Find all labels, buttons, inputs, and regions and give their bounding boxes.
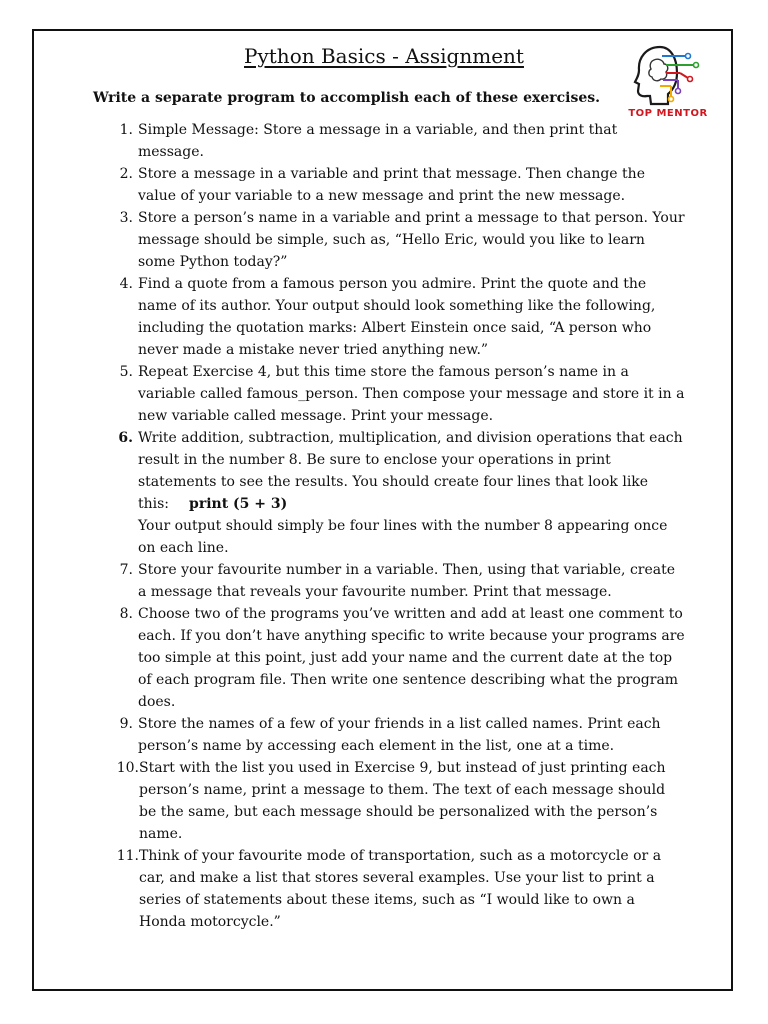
list-item-number: 4. (119, 276, 133, 292)
list-item-number: 7. (119, 562, 133, 578)
instruction-text: Write a separate program to accomplish each of these exercises. (93, 90, 600, 106)
list-item-text: Repeat Exercise 4, but this time store the famous person’s name in a variable called famous_person. Then compose your message and store it in a new variable called message. Print your message. (138, 364, 685, 424)
list-item-text: Store a message in a variable and print that message. Then change the value of your variable to a new message and print the new message. (138, 166, 645, 204)
code-example-lead: this: (138, 496, 170, 512)
list-item-text: Store a person’s name in a variable and print a message to that person. Your message should be simple, such as, “Hello Eric, would you like to learn some Python today?” (138, 210, 685, 270)
list-item (92, 427, 686, 559)
list-item (92, 361, 686, 427)
list-item-number: 5. (119, 364, 133, 380)
code-example-line (138, 493, 686, 515)
list-item-number: 3. (119, 210, 133, 226)
list-item (92, 207, 686, 273)
list-item-text: Store your favourite number in a variable. Then, using that variable, create a message that reveals your favourite number. Print that message. (138, 562, 676, 600)
list-item-text: Store the names of a few of your friends in a list called names. Print each person’s name by accessing each element in the list, one at a time. (138, 716, 661, 754)
list-item (92, 559, 686, 603)
list-item-number: 9. (119, 716, 133, 732)
list-item-number: 2. (119, 166, 133, 182)
code-example: print (5 + 3) (189, 496, 288, 512)
list-item (92, 757, 686, 845)
list-item-text-continued: Your output should simply be four lines with the number 8 appearing once on each line. (138, 518, 668, 556)
list-item-number: 1. (119, 122, 133, 138)
head-circuit-icon (616, 42, 720, 108)
list-item-number: 8. (119, 606, 133, 622)
list-item (92, 713, 686, 757)
exercise-list (92, 119, 686, 933)
list-item-body (138, 427, 686, 559)
top-mentor-logo (616, 42, 720, 126)
list-item-text: Simple Message: Store a message in a variable, and then print that message. (138, 122, 618, 160)
logo-text: TOP MENTOR (628, 108, 708, 119)
list-item (92, 845, 686, 933)
page-title: Python Basics - Assignment (244, 44, 524, 68)
list-item-text: Write addition, subtraction, multiplication, and division operations that each result in the number 8. Be sure to enclose your operations in print statements to see the results. You should create four lines that look like (138, 430, 683, 490)
list-item-text: Start with the list you used in Exercise 9, but instead of just printing each person’s name, print a message to them. The text of each message should be the same, but each message should be personalized with the person’s name. (139, 760, 666, 842)
list-item (92, 119, 686, 163)
list-item-number: 11. (116, 848, 139, 864)
list-item (92, 163, 686, 207)
list-item (92, 273, 686, 361)
list-item-text: Find a quote from a famous person you admire. Print the quote and the name of its author. Your output should look something like the following, including the quotation marks: Albert Einstein once said, “A person who never made a mistake never tried anything new.” (138, 276, 656, 358)
list-item (92, 603, 686, 713)
list-item-text: Choose two of the programs you’ve written and add at least one comment to each. If you don’t have anything specific to write because your programs are too simple at this point, just add your name and the current date at the top of each program file. Then write one sentence describing what the program does. (138, 606, 685, 710)
list-item-number: 10. (116, 760, 139, 776)
list-item-text: Think of your favourite mode of transportation, such as a motorcycle or a car, and make a list that stores several examples. Use your list to print a series of statements about these items, such as “I would like to own a Honda motorcycle.” (139, 848, 662, 930)
list-item-number: 6. (118, 430, 133, 446)
